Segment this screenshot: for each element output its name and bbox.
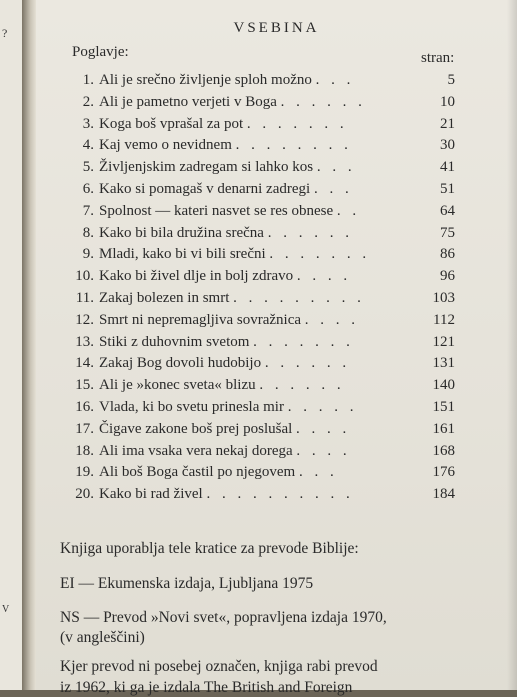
toc-chapter-number: 4. (82, 137, 94, 154)
page-column-label: stran: (421, 50, 455, 66)
toc-row (36, 355, 517, 376)
toc-page-number: 75 (440, 224, 455, 241)
page-heading: VSEBINA (233, 20, 320, 36)
toc-chapter-number: 2. (82, 93, 94, 110)
toc-page-number: 86 (440, 246, 455, 263)
toc-chapter-title-wrap (99, 72, 354, 89)
toc-page-number: 30 (440, 137, 455, 154)
toc-page-number: 131 (432, 355, 455, 372)
toc-chapter-title-wrap (99, 464, 338, 481)
toc-chapter-number: 17. (75, 420, 94, 437)
chapter-column-label: Poglavje: (72, 44, 129, 60)
toc-row (36, 443, 517, 464)
toc-chapter-title: Ali je srečno življenje sploh možno (99, 72, 312, 88)
toc-leader-dots: . . . . . . . . . (233, 290, 365, 306)
toc-page-number: 103 (432, 290, 455, 306)
toc-leader-dots: . . (336, 202, 361, 219)
toc-page-number: 5 (447, 72, 455, 88)
toc-page-number: 10 (440, 93, 455, 110)
toc-leader-dots: . . . . . . . (269, 246, 371, 263)
toc-row (36, 268, 517, 289)
toc-page-number: 151 (432, 399, 455, 415)
toc-chapter-title-wrap (99, 290, 365, 307)
toc-chapter-number: 19. (75, 464, 94, 481)
page-shadow (507, 0, 517, 690)
toc-chapter-title-wrap (99, 399, 357, 416)
toc-chapter-title-wrap (99, 159, 356, 176)
toc-chapter-number: 12. (75, 311, 94, 328)
toc-chapter-title-wrap (99, 355, 350, 372)
toc-chapter-title: Kako si pomagaš v denarni zadregi (99, 181, 311, 197)
toc-chapter-title: Kako bi bila družina srečna (99, 224, 264, 241)
toc-leader-dots: . . . . . . (264, 355, 351, 372)
toc-chapter-title: Stiki z duhovnim svetom (99, 333, 250, 350)
toc-chapter-title-wrap (99, 94, 366, 111)
toc-row (36, 334, 517, 355)
toc-chapter-title: Vlada, ki bo svetu prinesla mir (99, 399, 284, 415)
left-page-scrap-bottom: V (2, 604, 10, 615)
toc-chapter-title: Koga boš vprašal za pot (99, 115, 244, 132)
toc-chapter-title-wrap (99, 137, 352, 154)
toc-row (36, 421, 517, 442)
toc-chapter-number: 10. (75, 268, 94, 285)
toc-row (36, 312, 517, 333)
toc-leader-dots: . . . (313, 181, 353, 197)
toc-chapter-title-wrap (99, 377, 345, 394)
toc-chapter-title-wrap (99, 486, 354, 503)
toc-leader-dots: . . . . (296, 420, 351, 437)
toc-row (36, 94, 517, 115)
toc-chapter-title: Zakaj Bog dovoli hudobijo (99, 355, 262, 372)
toc-chapter-number: 18. (75, 442, 94, 459)
toc-chapter-title-wrap (99, 246, 370, 263)
toc-row (36, 225, 517, 246)
toc-chapter-title: Mladi, kako bi vi bili srečni (99, 246, 266, 263)
toc-leader-dots: . . . . . . . (246, 115, 348, 132)
toc-page-number: 161 (432, 420, 455, 437)
toc-chapter-title-wrap (99, 225, 353, 242)
toc-chapter-title: Ali je »konec sveta« blizu (99, 377, 256, 394)
left-page-scrap-top: ? (2, 26, 8, 40)
toc-page-number: 41 (440, 159, 455, 176)
toc-chapter-number: 15. (75, 377, 94, 394)
book-gutter (22, 0, 36, 690)
toc-chapter-title: Ali boš Boga častil po njegovem (99, 464, 296, 481)
toc-chapter-title: Ali ima vsaka vera nekaj dorega (99, 442, 293, 459)
abbreviations-intro: Knjiga uporablja tele kratice za prevode Biblije: (60, 540, 359, 557)
toc-chapter-title-wrap (99, 181, 353, 198)
toc-row (36, 203, 517, 224)
default-translation-line2: iz 1962, ki ga je izdala The British and Foreign (60, 679, 353, 696)
toc-page-number: 51 (440, 181, 455, 197)
contents-page (36, 0, 517, 696)
toc-row (36, 399, 517, 420)
toc-page-number: 112 (433, 311, 455, 328)
toc-chapter-title: Smrt ni nepremagljiva sovražnica (99, 311, 302, 328)
toc-chapter-number: 14. (75, 355, 94, 372)
toc-page-number: 96 (440, 268, 455, 285)
toc-page-number: 184 (432, 486, 455, 503)
toc-chapter-title-wrap (99, 421, 350, 438)
toc-chapter-title: Življenjskim zadregam si lahko kos (99, 159, 314, 176)
toc-row (36, 159, 517, 180)
toc-chapter-title-wrap (99, 312, 359, 329)
toc-chapter-title: Kako bi živel dlje in bolj zdravo (99, 268, 294, 285)
toc-row (36, 486, 517, 507)
toc-page-number: 168 (432, 442, 455, 459)
toc-row (36, 72, 517, 93)
toc-leader-dots: . . . . . . (280, 93, 366, 110)
toc-leader-dots: . . . (316, 159, 356, 176)
toc-chapter-number: 20. (75, 486, 94, 503)
toc-chapter-title-wrap (99, 334, 354, 351)
toc-leader-dots: . . . . (304, 311, 360, 328)
abbreviation-ei: EI — Ekumenska izdaja, Ljubljana 1975 (60, 575, 314, 592)
toc-chapter-title: Ali je pametno verjeti v Boga (99, 93, 277, 110)
default-translation-line1: Kjer prevod ni posebej označen, knjiga rabi prevod (60, 658, 378, 675)
toc-leader-dots: . . . . . . (267, 224, 353, 241)
toc-chapter-number: 16. (75, 399, 94, 415)
toc-leader-dots: . . . . . . . (253, 333, 354, 350)
toc-leader-dots: . . . (315, 72, 355, 88)
abbreviation-ns-line2: (v angleščini) (60, 629, 145, 646)
toc-chapter-title-wrap (99, 116, 348, 133)
toc-chapter-title: Spolnost — kateri nasvet se res obnese (99, 202, 334, 219)
toc-chapter-number: 7. (82, 202, 94, 219)
toc-page-number: 21 (440, 115, 455, 132)
toc-chapter-title-wrap (99, 443, 351, 460)
toc-row (36, 116, 517, 137)
toc-leader-dots: . . . . . . (259, 377, 345, 394)
toc-page-number: 121 (432, 333, 455, 350)
toc-row (36, 181, 517, 202)
toc-chapter-number: 6. (82, 181, 94, 197)
toc-chapter-title: Zakaj bolezen in smrt (99, 290, 230, 306)
toc-leader-dots: . . . . (296, 442, 351, 459)
toc-row (36, 137, 517, 158)
toc-chapter-number: 13. (75, 333, 94, 350)
toc-leader-dots: . . . . . . . . (235, 137, 352, 154)
toc-chapter-title: Čigave zakone boš prej poslušal (99, 420, 293, 437)
toc-page-number: 64 (440, 202, 455, 219)
toc-row (36, 246, 517, 267)
abbreviation-ns-line1: NS — Prevod »Novi svet«, popravljena izdaja 1970, (60, 609, 387, 626)
toc-row (36, 377, 517, 398)
toc-chapter-number: 5. (82, 159, 94, 176)
toc-leader-dots: . . . . (296, 268, 352, 285)
toc-chapter-number: 1. (82, 72, 94, 88)
toc-chapter-number: 11. (75, 290, 94, 306)
toc-chapter-title-wrap (99, 268, 351, 285)
toc-row (36, 290, 517, 311)
toc-chapter-number: 8. (82, 224, 94, 241)
toc-page-number: 140 (432, 377, 455, 394)
toc-chapter-title: Kaj vemo o nevidnem (99, 137, 232, 154)
toc-leader-dots: . . . (298, 464, 338, 481)
toc-page-number: 176 (432, 464, 455, 481)
toc-row (36, 464, 517, 485)
toc-chapter-title-wrap (99, 203, 360, 220)
toc-chapter-number: 3. (82, 115, 94, 132)
toc-leader-dots: . . . . . (287, 399, 358, 415)
toc-chapter-number: 9. (82, 246, 94, 263)
toc-chapter-title: Kako bi rad živel (99, 486, 203, 503)
toc-leader-dots: . . . . . . . . . . (206, 486, 354, 503)
left-page-edge (0, 0, 23, 690)
